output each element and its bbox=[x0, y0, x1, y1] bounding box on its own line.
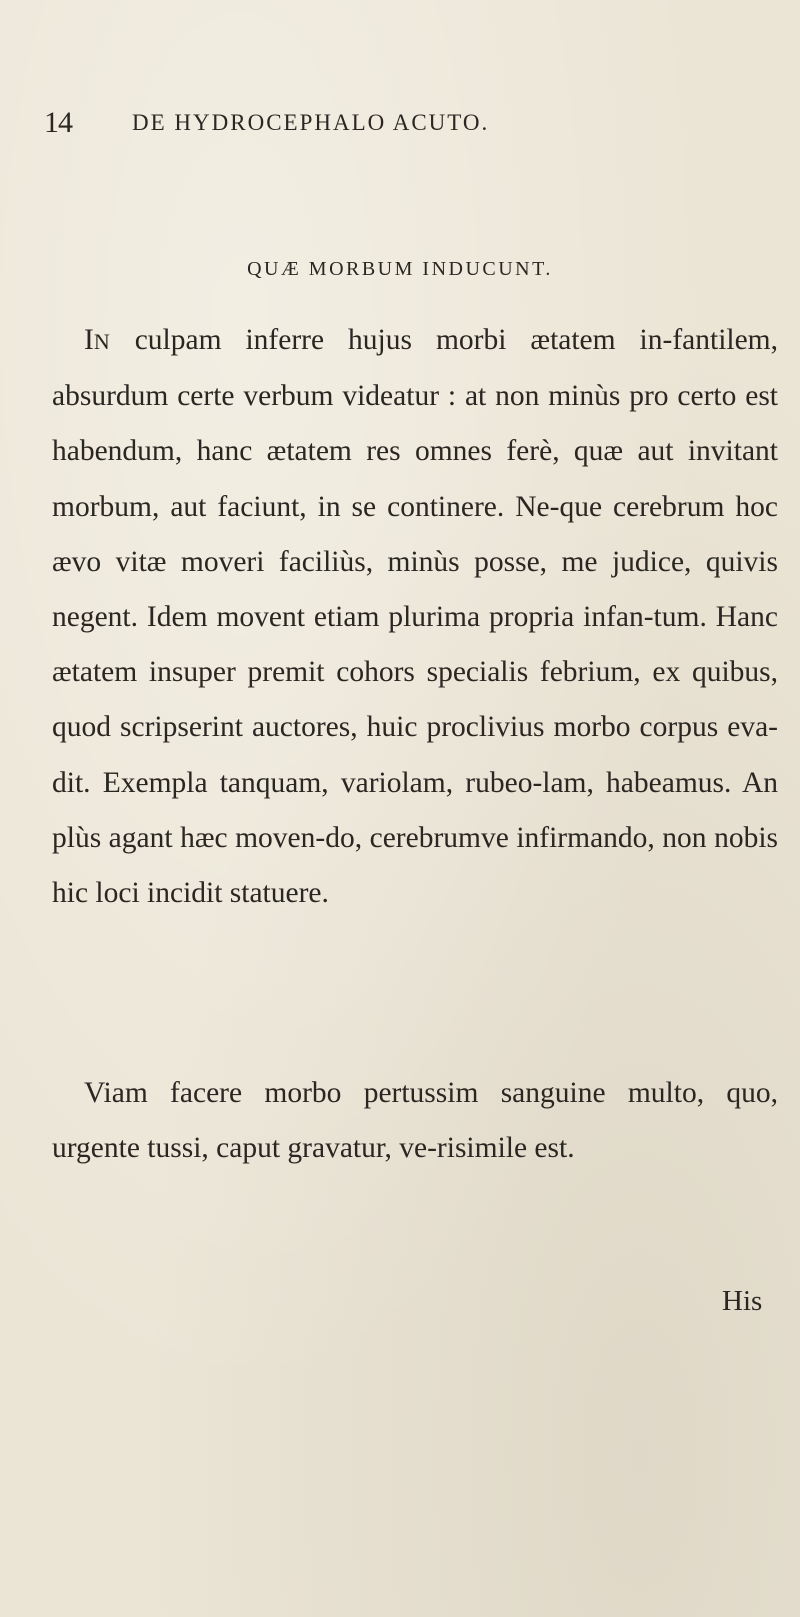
running-head: DE HYDROCEPHALO ACUTO. bbox=[132, 110, 490, 135]
paragraph-2-text: Viam facere morbo pertussim sanguine multo, quo, urgente tussi, caput gravatur, ve-risimile est. bbox=[52, 1077, 778, 1165]
paragraph-2 bbox=[52, 1066, 778, 1176]
page-header bbox=[44, 106, 744, 146]
paragraph-1 bbox=[52, 313, 778, 921]
section-title: QUÆ MORBUM INDUCUNT. bbox=[247, 258, 553, 280]
catchword: His bbox=[722, 1285, 763, 1317]
paragraph-1-text: culpam inferre hujus morbi ætatem in-fantilem, absurdum certe verbum videatur : at non minùs pro certo est habendum, hanc ætatem res omnes ferè, quæ aut invitant morbum, aut faciunt, in se continere. Ne-que cerebrum hoc ævo vitæ moveri faciliùs, minùs posse, me judice, quivis negent. Idem movent etiam plurima propria infan-tum. Hanc ætatem insuper premit cohors specialis febrium, ex quibus, quod scripserint auctores, huic proclivius morbo corpus eva-dit. Exempla tanquam, variolam, rubeo-lam, habeamus. An plùs agant hæc moven-do, cerebrumve infirmando, non nobis hic loci incidit statuere. bbox=[52, 324, 778, 910]
paragraph-1-lead: IN bbox=[84, 324, 111, 356]
page-number: 14 bbox=[44, 106, 72, 139]
